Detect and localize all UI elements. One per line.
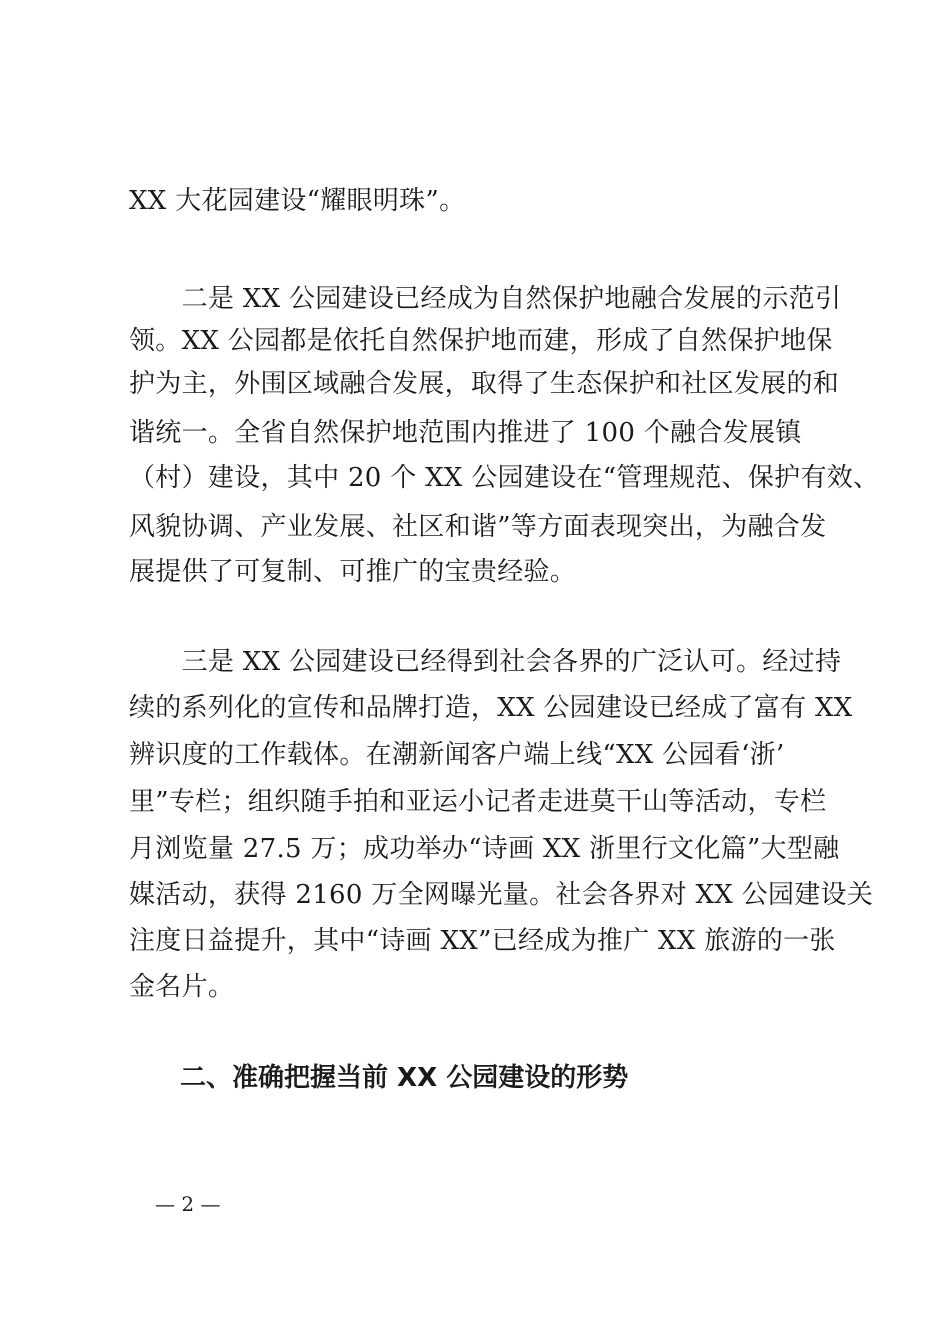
paragraph-line: 里”专栏；组织随手拍和亚运小记者走进莫干山等活动，专栏 [129, 787, 827, 817]
paragraph-line: 二是 XX 公园建设已经成为自然保护地融合发展的示范引 [129, 284, 842, 314]
paragraph-line: 辨识度的工作载体。在潮新闻客户端上线“XX 公园看‘浙’ [129, 740, 785, 770]
paragraph-line: XX 大花园建设“耀眼明珠”。 [129, 186, 466, 216]
paragraph-line: 风貌协调、产业发展、社区和谐”等方面表现突出，为融合发 [129, 512, 827, 542]
page-number: — 2 — [155, 1192, 221, 1216]
paragraph-line: 护为主，外围区域融合发展，取得了生态保护和社区发展的和 [129, 369, 840, 399]
paragraph-line: 月浏览量 27.5 万；成功举办“诗画 XX 浙里行文化篇”大型融 [129, 834, 840, 864]
paragraph-line: 续的系列化的宣传和品牌打造，XX 公园建设已经成了富有 XX [129, 693, 853, 723]
paragraph-line: 金名片。 [129, 972, 235, 1002]
paragraph-line: （村）建设，其中 20 个 XX 公园建设在“管理规范、保护有效、 [129, 463, 880, 493]
paragraph-line: 谐统一。全省自然保护地范围内推进了 100 个融合发展镇 [129, 418, 802, 448]
paragraph-line: 领。XX 公园都是依托自然保护地而建，形成了自然保护地保 [129, 326, 833, 356]
paragraph-line: 展提供了可复制、可推广的宝贵经验。 [129, 557, 577, 587]
section-heading: 二、准确把握当前 XX 公园建设的形势 [180, 1063, 629, 1093]
paragraph-line: 三是 XX 公园建设已经得到社会各界的广泛认可。经过持 [129, 647, 842, 677]
paragraph-line: 媒活动，获得 2160 万全网曝光量。社会各界对 XX 公园建设关 [129, 880, 874, 910]
paragraph-line: 注度日益提升，其中“诗画 XX”已经成为推广 XX 旅游的一张 [129, 926, 836, 956]
